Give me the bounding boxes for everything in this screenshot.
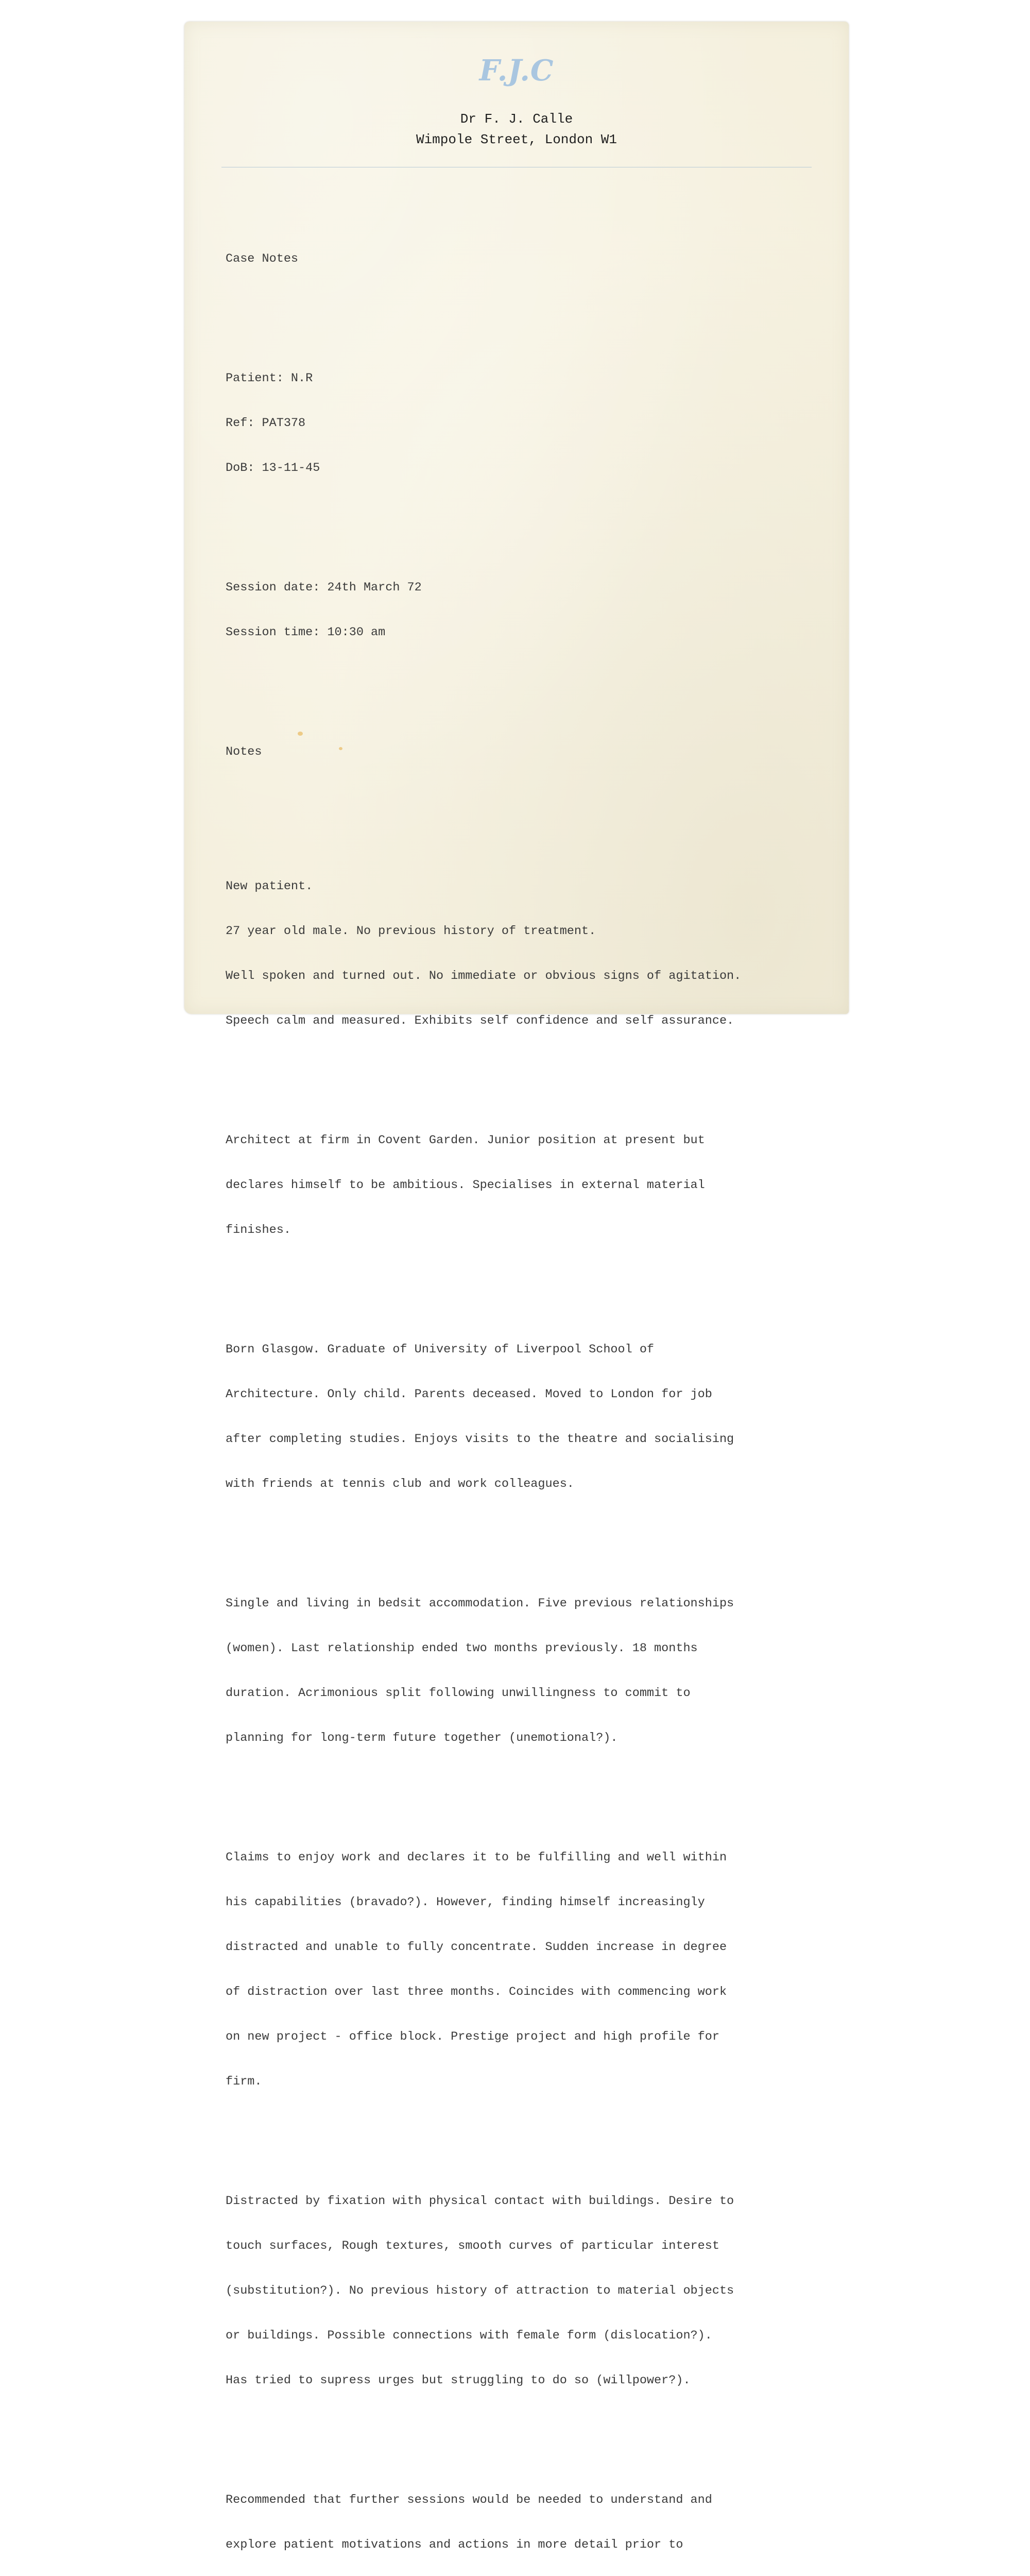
paragraph-line: on new project - office block. Prestige project and high profile for: [226, 2030, 719, 2044]
notes-body: [226, 192, 833, 2576]
paper-stain: [298, 732, 303, 736]
paragraph-line: Claims to enjoy work and declares it to be fulfilling and well within: [226, 1851, 727, 1865]
paragraph-line: planning for long-term future together (unemotional?).: [226, 1731, 618, 1745]
paragraph-line: Well spoken and turned out. No immediate or obvious signs of agitation.: [226, 969, 742, 983]
paragraph-line: Architecture. Only child. Parents deceased. Moved to London for job: [226, 1387, 712, 1401]
dob-line: DoB: 13-11-45: [226, 461, 320, 475]
paragraph-line: New patient.: [226, 879, 313, 893]
monogram-logo: F.J.C: [479, 54, 554, 88]
paragraph-line: duration. Acrimonious split following unwillingness to commit to: [226, 1686, 691, 1700]
paragraph-line: Born Glasgow. Graduate of University of Liverpool School of: [226, 1343, 655, 1357]
paragraph-line: of distraction over last three months. Coincides with commencing work: [226, 1985, 727, 1999]
paragraph: [226, 1820, 833, 2119]
paragraph-line: after completing studies. Enjoys visits to the theatre and socialising: [226, 1432, 734, 1446]
paragraph-line: Single and living in bedsit accommodation. Five previous relationships: [226, 1597, 734, 1611]
ref-line: Ref: PAT378: [226, 416, 306, 430]
case-notes-heading-block: [226, 222, 833, 296]
paragraph-line: firm.: [226, 2075, 262, 2089]
paragraph: [226, 1312, 833, 1521]
paragraph-line: with friends at tennis club and work colleagues.: [226, 1477, 574, 1491]
paragraph-line: his capabilities (bravado?). However, finding himself increasingly: [226, 1895, 705, 1909]
paragraph: [226, 2463, 833, 2576]
paragraph-line: Has tried to supress urges but struggling to do so (willpower?).: [226, 2374, 691, 2387]
case-notes-heading: Case Notes: [226, 252, 299, 266]
paragraph: [226, 1103, 833, 1267]
session-date-line: Session date: 24th March 72: [226, 581, 422, 595]
patient-details: [226, 341, 833, 505]
paragraph-line: Distracted by fixation with physical contact with buildings. Desire to: [226, 2194, 734, 2208]
paragraph-line: or buildings. Possible connections with female form (dislocation?).: [226, 2329, 712, 2343]
paragraph-line: explore patient motivations and actions in more detail prior to: [226, 2538, 683, 2552]
session-details: [226, 550, 833, 670]
doctor-name: Dr F. J. Calle: [460, 111, 573, 127]
session-time-line: Session time: 10:30 am: [226, 625, 386, 639]
patient-line: Patient: N.R: [226, 371, 313, 385]
paragraph-line: distracted and unable to fully concentrate. Sudden increase in degree: [226, 1940, 727, 1954]
notes-heading-block: [226, 715, 833, 789]
paper-stain: [339, 747, 342, 750]
notes-heading: Notes: [226, 745, 262, 759]
paragraph-line: declares himself to be ambitious. Specialises in external material: [226, 1178, 705, 1192]
paragraph-line: (substitution?). No previous history of attraction to material objects: [226, 2284, 734, 2298]
paragraph-line: 27 year old male. No previous history of treatment.: [226, 924, 596, 938]
paragraph: [226, 1566, 833, 1775]
paragraph-line: finishes.: [226, 1223, 291, 1237]
paragraph-line: Speech calm and measured. Exhibits self confidence and self assurance.: [226, 1014, 734, 1028]
paragraph-line: Recommended that further sessions would be needed to understand and: [226, 2493, 712, 2507]
paragraph-line: Architect at firm in Covent Garden. Junior position at present but: [226, 1133, 705, 1147]
paragraph-line: (women). Last relationship ended two months previously. 18 months: [226, 1641, 698, 1655]
paragraph-line: touch surfaces, Rough textures, smooth curves of particular interest: [226, 2239, 719, 2253]
paragraph: [226, 2164, 833, 2418]
doctor-address: Wimpole Street, London W1: [416, 132, 617, 147]
paragraph: [226, 849, 833, 1058]
case-notes-sheet: [184, 22, 849, 2552]
